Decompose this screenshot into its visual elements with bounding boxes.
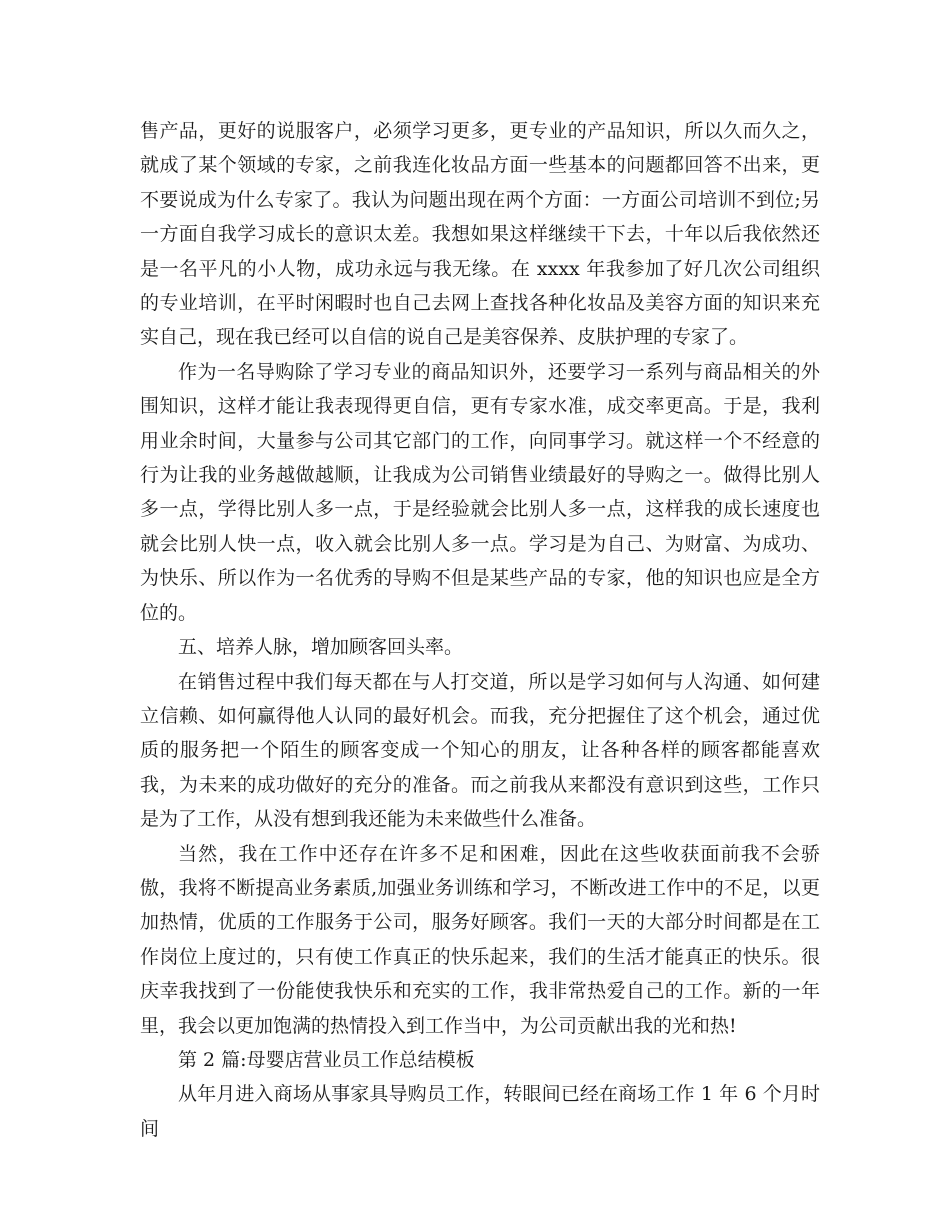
paragraph-1: 售产品，更好的说服客户，必须学习更多，更专业的产品知识，所以久而久之，就成了某个领域的专家，之前我连化妆品方面一些基本的问题都回答不出来，更不要说成为什么专家了。我认为问题出现在两个方面：一方面公司培训不到位;另一方面自我学习成长的意识太差。我想如果这样继续干下去，十年以后我依然还是一名平凡的小人物，成功永远与我无缘。在 xxxx 年我参加了好几次公司组织的专业培训，在平时闲暇时也自己去网上查找各种化妆品及美容方面的知识来充实自己，现在我已经可以自信的说自己是美容保养、皮肤护理的专家了。 (140, 120, 820, 349)
section-heading-5: 五、培养人脉，增加顾客回头率。 (178, 636, 464, 659)
document-body (140, 114, 820, 1146)
paragraph-2: 作为一名导购除了学习专业的商品知识外，还要学习一系列与商品相关的外围知识，这样才能让我表现得更自信，更有专家水准，成交率更高。于是，我利用业余时间，大量参与公司其它部门的工作，向同事学习。就这样一个不经意的行为让我的业务越做越顺，让我成为公司销售业绩最好的导购之一。做得比别人多一点，学得比别人多一点，于是经验就会比别人多一点，这样我的成长速度也就会比别人快一点，收入就会比别人多一点。学习是为自己、为财富、为成功、为快乐、所以作为一名优秀的导购不但是某些产品的专家，他的知识也应是全方位的。 (140, 360, 820, 624)
paragraph-4: 当然，我在工作中还存在许多不足和困难，因此在这些收获面前我不会骄傲，我将不断提高业务素质,加强业务训练和学习，不断改进工作中的不足，以更加热情，优质的工作服务于公司，服务好顾客。我们一天的大部分时间都是在工作岗位上度过的，只有使工作真正的快乐起来，我们的生活才能真正的快乐。很庆幸我找到了一份能使我快乐和充实的工作，我非常热爱自己的工作。新的一年里，我会以更加饱满的热情投入到工作当中，为公司贡献出我的光和热! (140, 842, 820, 1037)
paragraph-5: 从年月进入商场从事家具导购员工作，转眼间已经在商场工作 1 年 6 个月时间 (140, 1083, 820, 1140)
article-title-2: 第 2 篇:母婴店营业员工作总结模板 (178, 1048, 475, 1071)
paragraph-3: 在销售过程中我们每天都在与人打交道，所以是学习如何与人沟通、如何建立信赖、如何赢得他人认同的最好机会。而我，充分把握住了这个机会，通过优质的服务把一个陌生的顾客变成一个知心的朋友，让各种各样的顾客都能喜欢我，为未来的成功做好的充分的准备。而之前我从来都没有意识到这些，工作只是为了工作，从没有想到我还能为未来做些什么准备。 (140, 670, 820, 831)
